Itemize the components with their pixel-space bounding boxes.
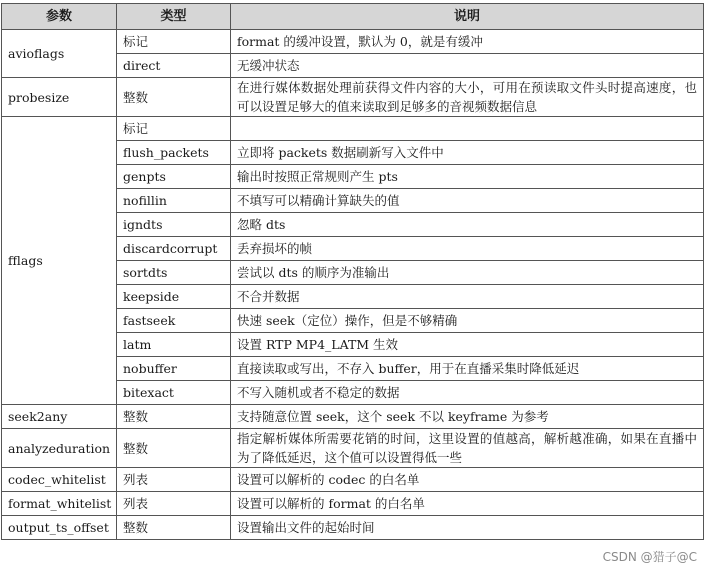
description-cell: 立即将 packets 数据刷新写入文件中 bbox=[231, 141, 704, 165]
table-row bbox=[2, 30, 704, 54]
type-cell: nobuffer bbox=[117, 357, 231, 381]
description-cell: 指定解析媒体所需要花销的时间，这里设置的值越高，解析越准确，如果在直播中为了降低延迟，这个值可以设置得低一些 bbox=[231, 429, 704, 468]
description-cell: format 的缓冲设置，默认为 0，就是有缓冲 bbox=[231, 30, 704, 54]
param-cell: avioflags bbox=[2, 30, 117, 78]
table-row bbox=[2, 492, 704, 516]
type-cell: 标记 bbox=[117, 117, 231, 141]
param-cell: format_whitelist bbox=[2, 492, 117, 516]
type-cell: flush_packets bbox=[117, 141, 231, 165]
table-row bbox=[2, 468, 704, 492]
table-row bbox=[2, 78, 704, 117]
description-cell: 不填写可以精确计算缺失的值 bbox=[231, 189, 704, 213]
type-cell: nofillin bbox=[117, 189, 231, 213]
description-cell: 不写入随机或者不稳定的数据 bbox=[231, 381, 704, 405]
type-cell: 列表 bbox=[117, 468, 231, 492]
type-cell: 列表 bbox=[117, 492, 231, 516]
param-cell: output_ts_offset bbox=[2, 516, 117, 540]
type-cell: 整数 bbox=[117, 429, 231, 468]
options-table bbox=[1, 3, 704, 540]
type-cell: sortdts bbox=[117, 261, 231, 285]
description-cell: 设置可以解析的 format 的白名单 bbox=[231, 492, 704, 516]
type-cell: direct bbox=[117, 54, 231, 78]
type-cell: 整数 bbox=[117, 405, 231, 429]
description-cell: 设置输出文件的起始时间 bbox=[231, 516, 704, 540]
type-cell: fastseek bbox=[117, 309, 231, 333]
type-cell: discardcorrupt bbox=[117, 237, 231, 261]
header-type: 类型 bbox=[117, 4, 231, 30]
table-row bbox=[2, 516, 704, 540]
type-cell: bitexact bbox=[117, 381, 231, 405]
description-cell: 不合并数据 bbox=[231, 285, 704, 309]
table-row bbox=[2, 117, 704, 141]
header-row bbox=[2, 4, 704, 30]
description-cell: 设置可以解析的 codec 的白名单 bbox=[231, 468, 704, 492]
type-cell: igndts bbox=[117, 213, 231, 237]
param-cell: seek2any bbox=[2, 405, 117, 429]
watermark: CSDN @猎子@C bbox=[602, 550, 697, 564]
type-cell: genpts bbox=[117, 165, 231, 189]
table-row bbox=[2, 429, 704, 468]
description-cell: 在进行媒体数据处理前获得文件内容的大小，可用在预读取文件头时提高速度，也可以设置足够大的值来读取到足够多的音视频数据信息 bbox=[231, 78, 704, 117]
description-cell: 尝试以 dts 的顺序为准输出 bbox=[231, 261, 704, 285]
description-cell: 直接读取或写出，不存入 buffer，用于在直播采集时降低延迟 bbox=[231, 357, 704, 381]
param-cell: fflags bbox=[2, 117, 117, 405]
description-cell: 无缓冲状态 bbox=[231, 54, 704, 78]
type-cell: keepside bbox=[117, 285, 231, 309]
type-cell: 标记 bbox=[117, 30, 231, 54]
description-cell bbox=[231, 117, 704, 141]
table-row bbox=[2, 405, 704, 429]
type-cell: latm bbox=[117, 333, 231, 357]
param-cell: probesize bbox=[2, 78, 117, 117]
description-cell: 忽略 dts bbox=[231, 213, 704, 237]
header-param: 参数 bbox=[2, 4, 117, 30]
param-cell: codec_whitelist bbox=[2, 468, 117, 492]
type-cell: 整数 bbox=[117, 78, 231, 117]
description-cell: 丢弃损坏的帧 bbox=[231, 237, 704, 261]
header-description: 说明 bbox=[231, 4, 704, 30]
type-cell: 整数 bbox=[117, 516, 231, 540]
description-cell: 设置 RTP MP4_LATM 生效 bbox=[231, 333, 704, 357]
description-cell: 快速 seek（定位）操作，但是不够精确 bbox=[231, 309, 704, 333]
description-cell: 输出时按照正常规则产生 pts bbox=[231, 165, 704, 189]
param-cell: analyzeduration bbox=[2, 429, 117, 468]
description-cell: 支持随意位置 seek，这个 seek 不以 keyframe 为参考 bbox=[231, 405, 704, 429]
